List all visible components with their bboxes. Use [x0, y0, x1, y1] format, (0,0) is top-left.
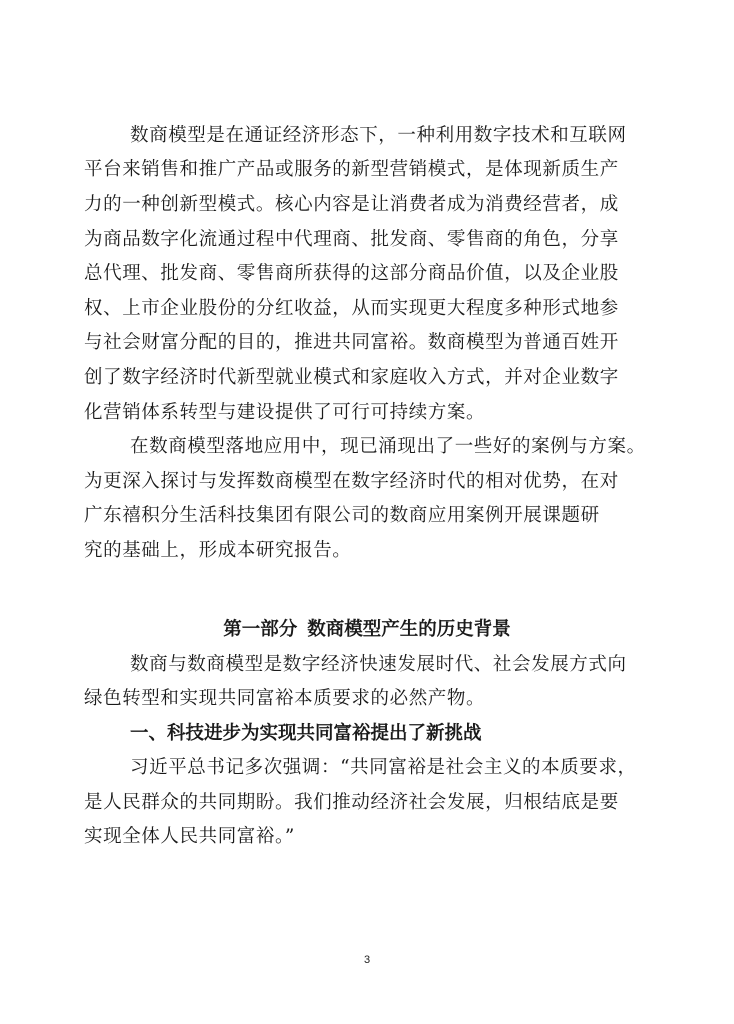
part-title: 数商模型产生的历史背景	[307, 619, 511, 640]
section-body-line: 实现全体人民共同富裕。”	[84, 826, 295, 847]
intro-line: 平台来销售和推广产品或服务的新型营销模式，是体现新质生产	[84, 159, 619, 180]
intro-line: 力的一种创新型模式。核心内容是让消费者成为消费经营者，成	[84, 194, 619, 215]
part-label: 第一部分	[223, 619, 298, 640]
section-body-line: 是人民群众的共同期盼。我们推动经济社会发展，归根结底是要	[84, 792, 619, 813]
section-heading: 一、科技进步为实现共同富裕提出了新挑战	[130, 723, 482, 744]
intro-line: 化营销体系转型与建设提供了可行可持续方案。	[84, 402, 486, 423]
part-intro-line: 绿色转型和实现共同富裕本质要求的必然产物。	[84, 688, 486, 709]
intro-line: 创了数字经济时代新型就业模式和家庭收入方式，并对企业数字	[84, 367, 619, 388]
part-intro-line: 数商与数商模型是数字经济快速发展时代、社会发展方式向	[130, 654, 627, 675]
intro2-line: 究的基础上，形成本研究报告。	[84, 540, 352, 561]
intro2-line: 广东禧积分生活科技集团有限公司的数商应用案例开展课题研	[84, 505, 600, 526]
part-heading	[0, 618, 734, 642]
intro2-line: 在数商模型落地应用中，现已涌现出了一些好的案例与方案。	[130, 436, 646, 457]
intro-line: 数商模型是在通证经济形态下，一种利用数字技术和互联网	[130, 125, 627, 146]
intro-line: 权、上市企业股份的分红收益，从而实现更大程度多种形式地参	[84, 298, 619, 319]
intro-line: 为商品数字化流通过程中代理商、批发商、零售商的角色，分享	[84, 229, 619, 250]
intro-line: 总代理、批发商、零售商所获得的这部分商品价值，以及企业股	[84, 263, 619, 284]
section-body-line: 习近平总书记多次强调：“共同富裕是社会主义的本质要求，	[130, 757, 637, 778]
intro2-line: 为更深入探讨与发挥数商模型在数字经济时代的相对优势，在对	[84, 471, 619, 492]
page-number: 3	[363, 954, 371, 966]
intro-line: 与社会财富分配的目的，推进共同富裕。数商模型为普通百姓开	[84, 332, 619, 353]
